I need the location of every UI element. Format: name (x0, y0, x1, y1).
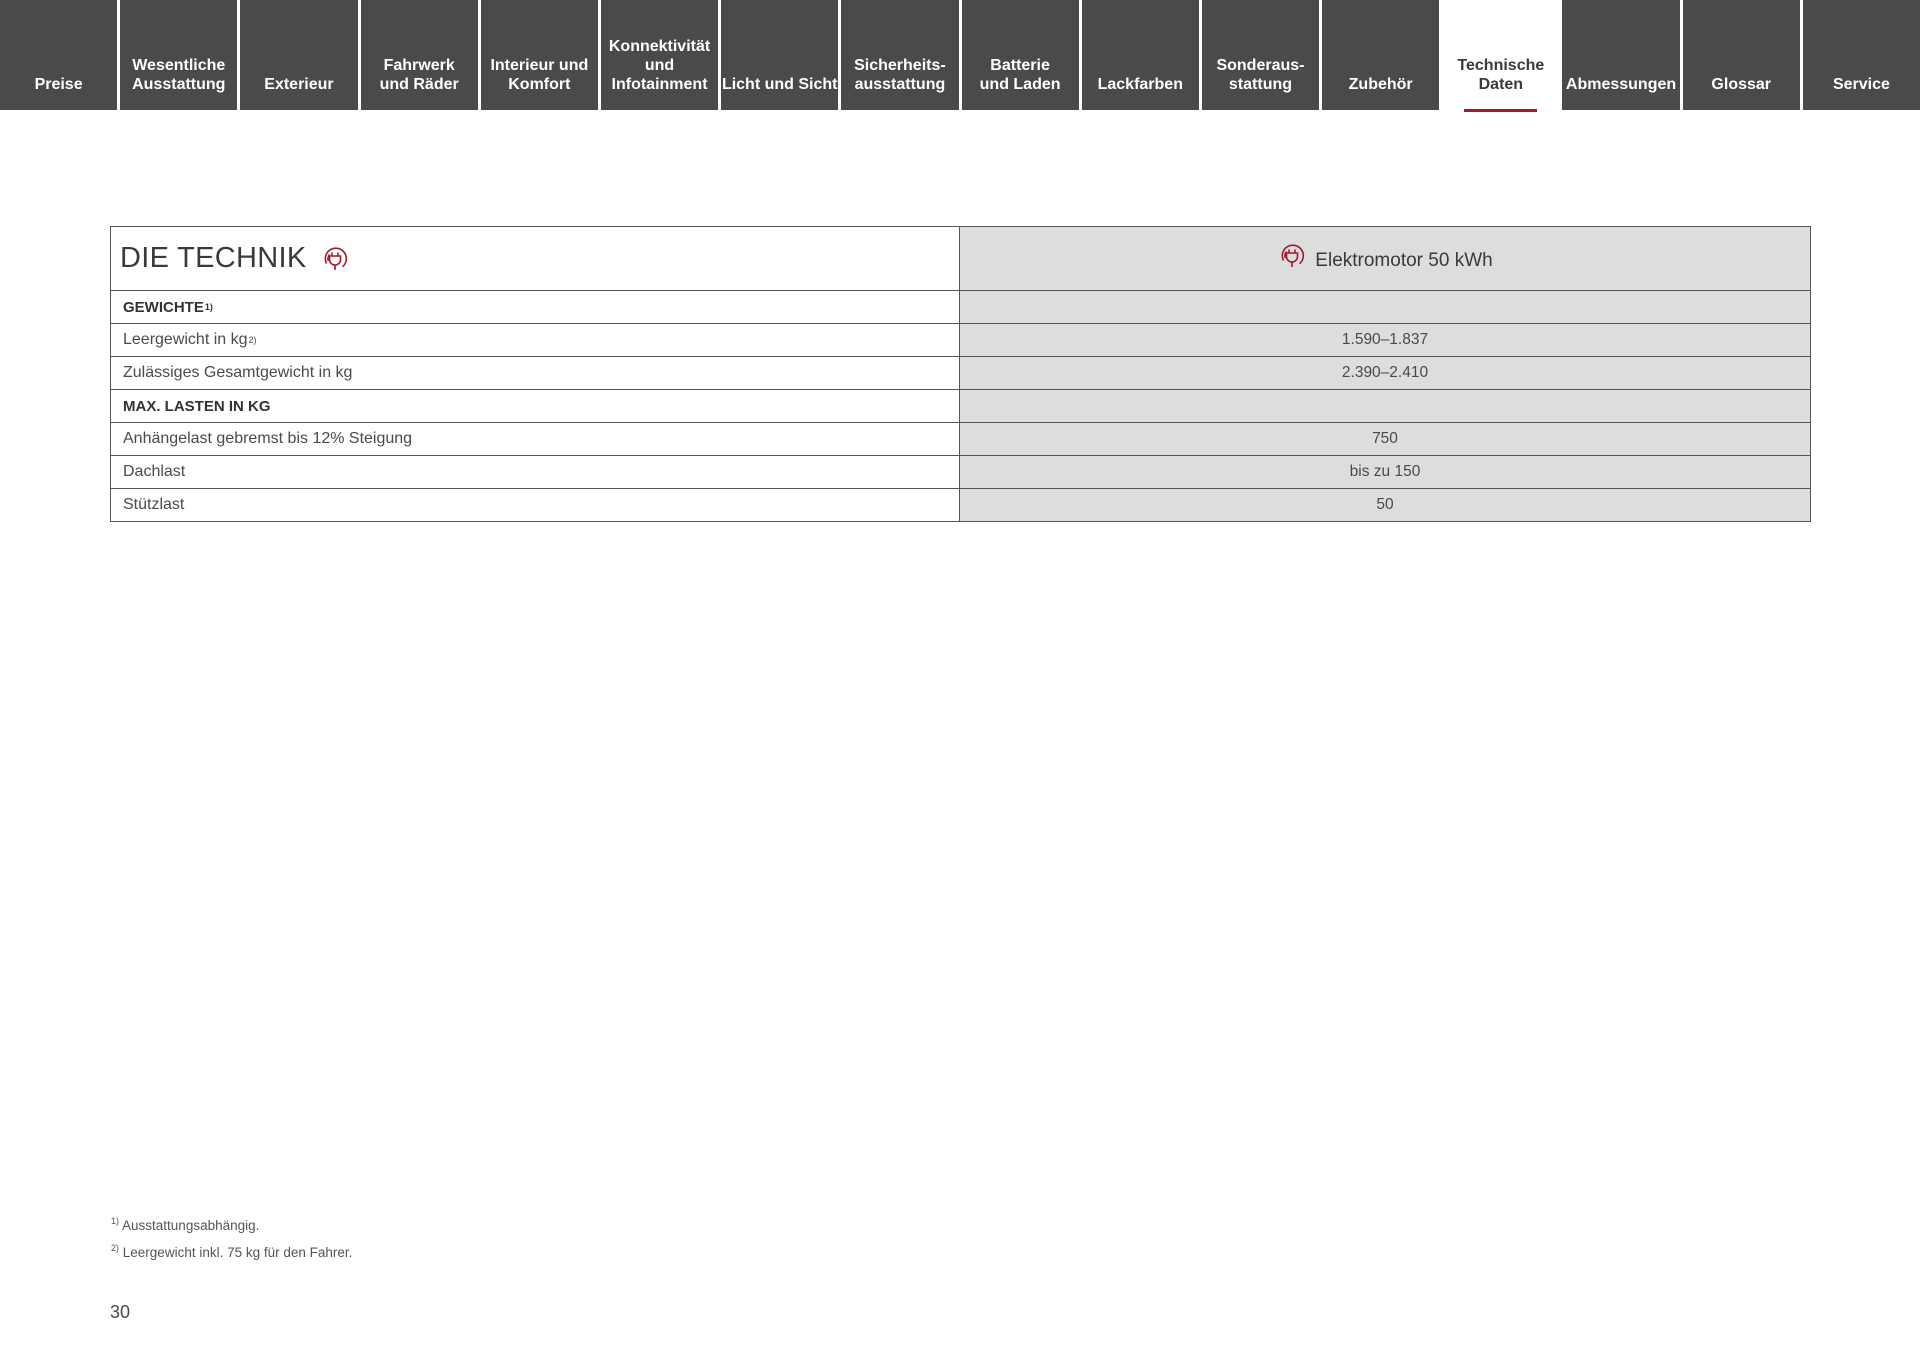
footnote-text: Ausstattungsabhängig. (122, 1218, 260, 1233)
nav-tab[interactable] (361, 0, 478, 110)
nav-tab-label: Konnektivität und Infotainment (608, 38, 711, 93)
section-header-row (111, 389, 1810, 422)
plug-icon (320, 244, 350, 274)
nav-tab[interactable] (120, 0, 237, 110)
nav-tab[interactable] (481, 0, 598, 110)
row-value: 2.390–2.410 (960, 357, 1810, 389)
row-label: Zulässiges Gesamtgewicht in kg (123, 364, 353, 381)
row-label-cell (111, 423, 960, 455)
nav-tab-label: Interieur und Komfort (490, 57, 589, 93)
table-row (111, 356, 1810, 389)
nav-tab-label: Abmessungen (1565, 76, 1677, 93)
table-row (111, 455, 1810, 488)
nav-tab[interactable] (1082, 0, 1199, 110)
nav-tab-label: Glossar (1711, 76, 1772, 93)
row-label-cell (111, 291, 960, 323)
row-label: Leergewicht in kg (123, 331, 248, 348)
row-value: 1.590–1.837 (960, 324, 1810, 356)
page-number: 30 (110, 1302, 131, 1322)
nav-tab[interactable] (721, 0, 838, 110)
table-title: DIE TECHNIK (120, 242, 307, 274)
table-title-cell (111, 227, 960, 290)
footnote-marker: 1) (204, 302, 213, 312)
row-value: 50 (960, 489, 1810, 521)
footnote-text: Leergewicht inkl. 75 kg für den Fahrer. (122, 1245, 353, 1260)
nav-tab-label: Sonderaus- stattung (1216, 57, 1305, 93)
top-navigation (0, 0, 1920, 110)
footnote-mark: 2) (111, 1243, 120, 1253)
footnotes (110, 1210, 352, 1264)
table-body (111, 290, 1810, 521)
row-label: MAX. LASTEN IN KG (123, 397, 271, 415)
nav-tab[interactable] (1562, 0, 1679, 110)
nav-tab[interactable] (1202, 0, 1319, 110)
row-value (960, 291, 1810, 323)
nav-tab[interactable] (841, 0, 958, 110)
nav-tab[interactable] (962, 0, 1079, 110)
nav-tab[interactable] (1803, 0, 1920, 110)
row-label: Dachlast (123, 463, 186, 480)
nav-tab-label: Lackfarben (1097, 76, 1183, 93)
plug-icon (1277, 241, 1307, 271)
nav-tab[interactable] (1683, 0, 1800, 110)
row-label: Anhängelast gebremst bis 12% Steigung (123, 430, 413, 447)
column-header-cell (960, 227, 1810, 290)
row-value: 750 (960, 423, 1810, 455)
nav-tab-label: Batterie und Laden (979, 57, 1061, 93)
row-value: bis zu 150 (960, 456, 1810, 488)
row-label-cell (111, 324, 960, 356)
row-label-cell (111, 357, 960, 389)
row-label-cell (111, 489, 960, 521)
nav-tab-label: Technische Daten (1457, 57, 1545, 93)
row-label-cell (111, 390, 960, 422)
footnote-mark: 1) (111, 1216, 120, 1226)
table-header (111, 227, 1810, 290)
footnote (110, 1210, 352, 1237)
nav-tab-label: Wesentliche Ausstattung (132, 57, 226, 93)
table-row (111, 422, 1810, 455)
nav-tab-label: Service (1832, 76, 1890, 93)
nav-tab-label: Sicherheits- ausstattung (854, 57, 946, 93)
nav-tab[interactable] (1442, 0, 1559, 110)
section-header-row (111, 290, 1810, 323)
nav-tab[interactable] (601, 0, 718, 110)
technik-table (110, 226, 1811, 522)
nav-tab[interactable] (1322, 0, 1439, 110)
nav-tab-label: Zubehör (1348, 76, 1413, 93)
nav-tab-label: Fahrwerk und Räder (379, 57, 459, 93)
nav-tab-label: Licht und Sicht (721, 76, 838, 93)
nav-tab-label: Exterieur (264, 76, 334, 93)
table-row (111, 323, 1810, 356)
table-row (111, 488, 1810, 521)
nav-tab-label: Preise (34, 76, 83, 93)
row-label: Stützlast (123, 496, 185, 513)
row-label: GEWICHTE (123, 298, 204, 316)
row-label-cell (111, 456, 960, 488)
column-header-label: Elektromotor 50 kWh (1315, 249, 1493, 271)
footnote (110, 1237, 352, 1264)
nav-tab[interactable] (240, 0, 357, 110)
nav-tab[interactable] (0, 0, 117, 110)
footnote-marker: 2) (248, 335, 257, 345)
row-value (960, 390, 1810, 422)
